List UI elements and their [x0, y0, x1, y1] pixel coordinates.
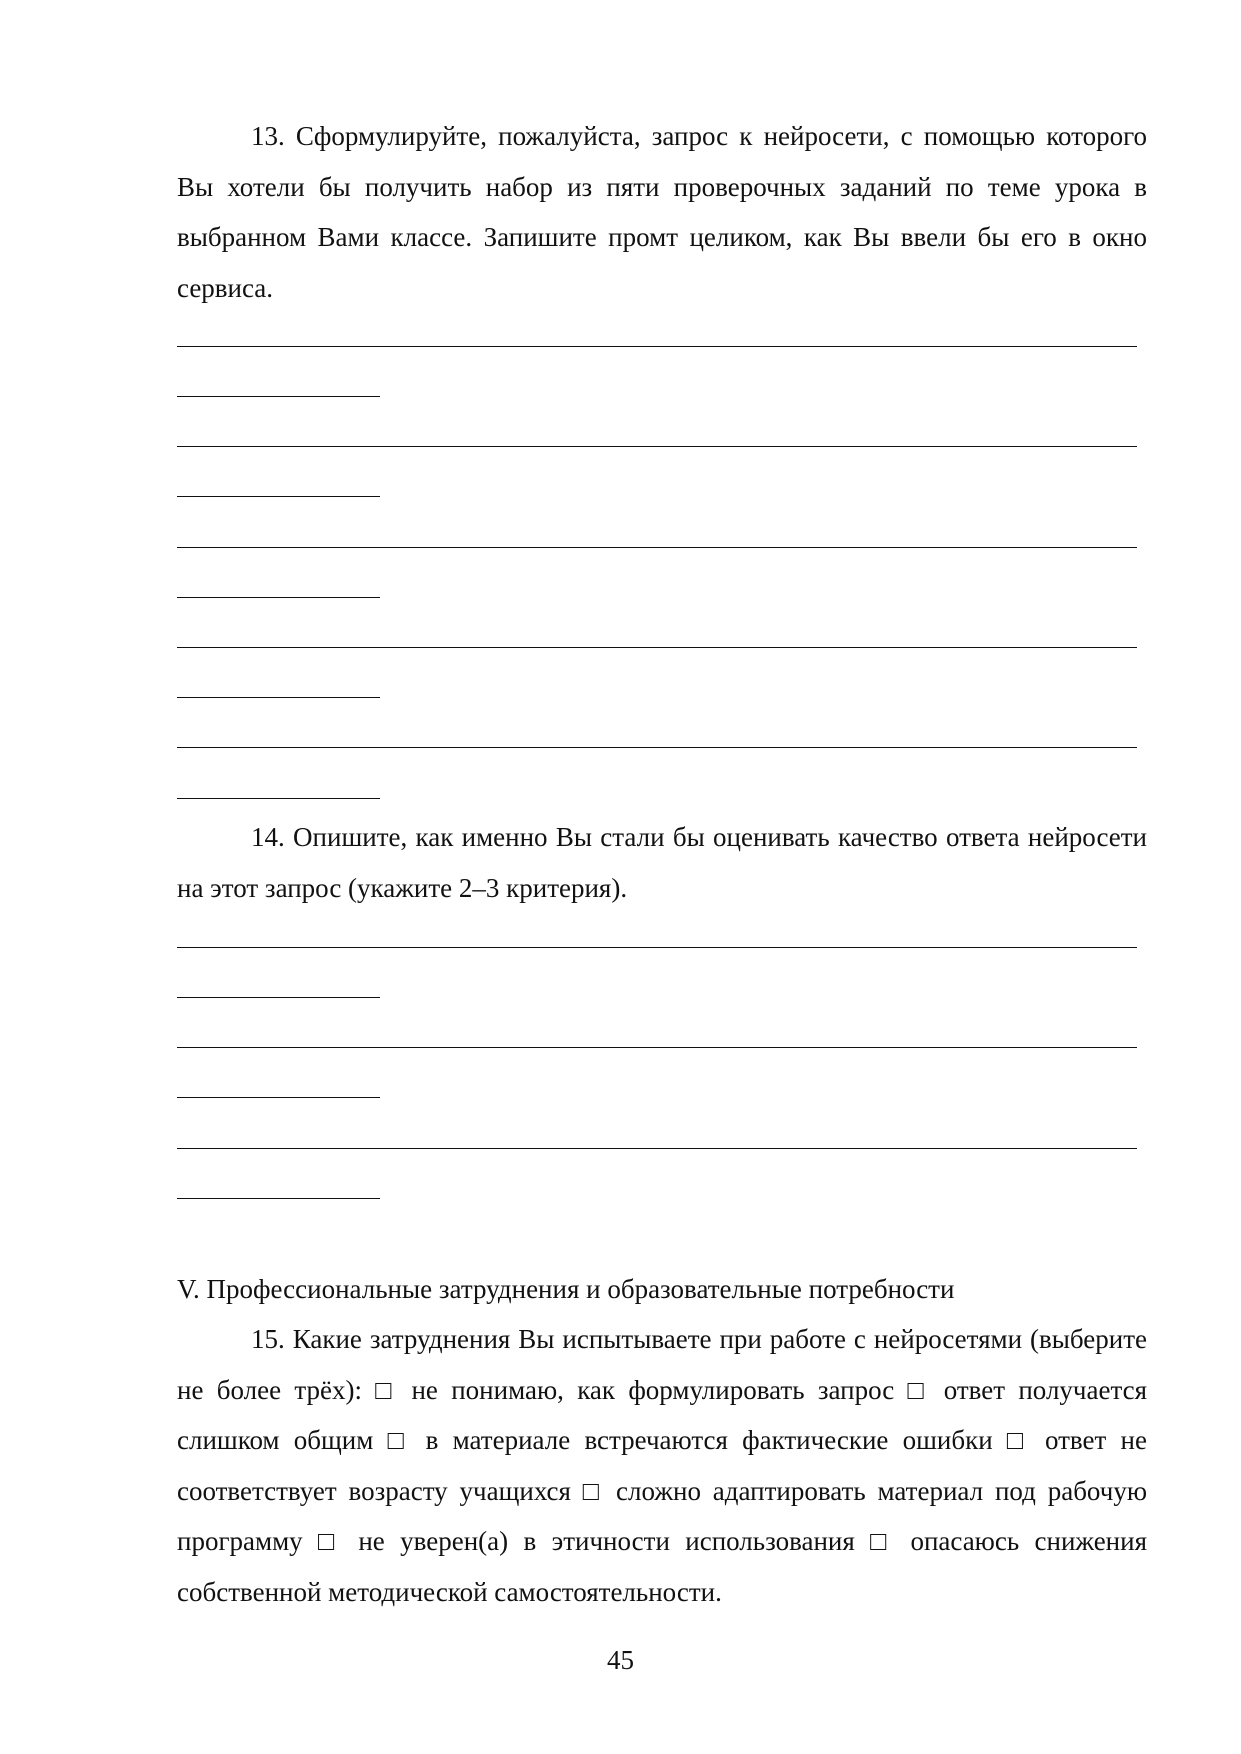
- answer-line[interactable]: [177, 1148, 1137, 1149]
- answer-line[interactable]: [177, 997, 380, 998]
- question-13-text: 13. Сформулируйте, пожалуйста, запрос к нейросети, с помощью которого Вы хотели бы получить набор из пяти проверочных заданий по теме урока в выбранном Вами классе. Запишите промт целиком, как Вы ввели бы его в окно сервиса.: [177, 121, 1147, 303]
- answer-line[interactable]: [177, 1097, 380, 1098]
- answer-line[interactable]: [177, 747, 1137, 748]
- answer-line[interactable]: [177, 697, 380, 698]
- answer-line[interactable]: [177, 446, 1137, 447]
- answer-line[interactable]: [177, 597, 380, 598]
- section-heading: V. Профессиональные затруднения и образовательные потребности: [177, 1274, 955, 1304]
- question-15-text: 15. Какие затруднения Вы испытываете при работе с нейросетями (выберите не более трёх): □ не понимаю, как формулировать запрос □ ответ получается слишком общим □ в материале встречаются фактические ошибки □ ответ не соответствует возрасту учащихся □ сложно адаптировать материал под рабочую программу □ не уверен(а) в этичности использования □ опасаюсь снижения собственной методической самостоятельности.: [177, 1324, 1147, 1607]
- answer-line[interactable]: [177, 496, 380, 497]
- answer-line[interactable]: [177, 396, 380, 397]
- answer-line[interactable]: [177, 947, 1137, 948]
- answer-line[interactable]: [177, 1198, 380, 1199]
- answer-line[interactable]: [177, 346, 1137, 347]
- answer-line[interactable]: [177, 647, 1137, 648]
- answer-line[interactable]: [177, 798, 380, 799]
- answer-line[interactable]: [177, 547, 1137, 548]
- page-number: 45: [607, 1645, 634, 1675]
- question-14-text: 14. Опишите, как именно Вы стали бы оценивать качество ответа нейросети на этот запрос (укажите 2–3 критерия).: [177, 822, 1147, 903]
- answer-line[interactable]: [177, 1047, 1137, 1048]
